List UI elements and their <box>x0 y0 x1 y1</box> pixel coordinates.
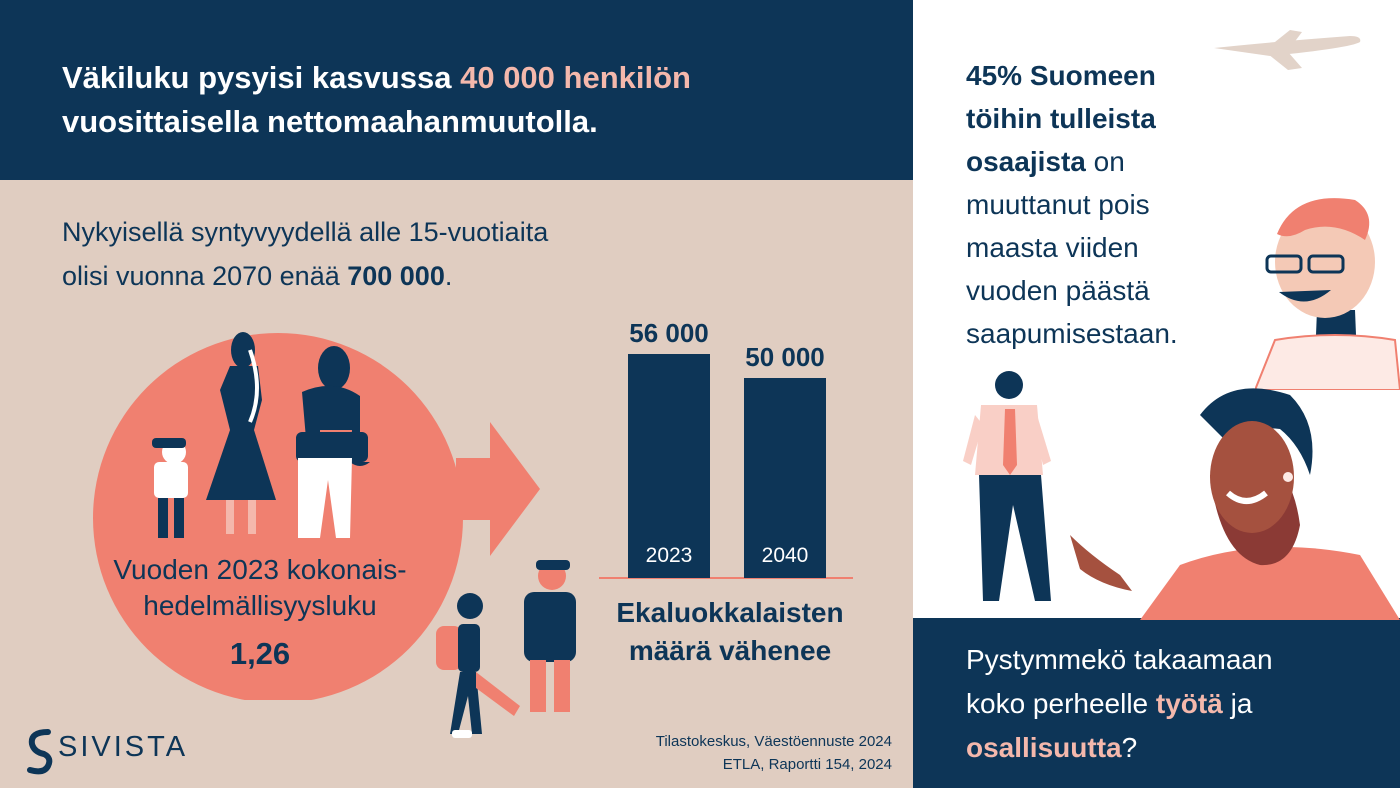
man-glasses-illustration <box>1255 190 1400 390</box>
birth-rate-line1: Nykyisellä syntyvyydellä alle 15-vuotiaita <box>62 217 549 247</box>
headline-highlight: 40 000 henkilön <box>460 60 691 95</box>
fertility-label <box>75 552 445 624</box>
logo-text: SIVISTA <box>58 731 189 763</box>
fertility-label-line1: Vuoden 2023 kokonais- <box>113 554 407 585</box>
emigration-bold3: osaajista <box>966 146 1086 177</box>
sivista-logo-icon <box>26 726 54 776</box>
chart-category-label: 2040 <box>761 544 809 567</box>
question-line3-bold: osallisuutta <box>966 732 1122 763</box>
chart-data-label: 56 000 <box>629 318 709 348</box>
source-line2: ETLA, Raportti 154, 2024 <box>722 756 892 773</box>
bar-chart <box>595 310 865 590</box>
emigration-line6: vuoden päästä <box>966 275 1150 306</box>
emigration-bold1: 45% Suomeen <box>966 60 1156 91</box>
chart-data-label: 50 000 <box>745 342 825 372</box>
woman-illustration <box>1060 385 1400 620</box>
chart-title <box>585 594 875 670</box>
emigration-line7: saapumisestaan. <box>966 318 1178 349</box>
question-line2-suffix: ja <box>1222 688 1253 719</box>
headline-part2: vuosittaisella nettomaahanmuutolla. <box>62 104 598 139</box>
birth-rate-suffix: . <box>444 261 453 291</box>
birth-rate-value: 700 000 <box>347 261 445 291</box>
headline <box>62 56 882 144</box>
sources <box>560 730 892 776</box>
chart-title-line2: määrä vähenee <box>628 635 832 666</box>
question-line2-prefix: koko perheelle <box>966 688 1156 719</box>
emigration-bold2: töihin tulleista <box>966 103 1156 134</box>
emigration-line5: maasta viiden <box>966 232 1139 263</box>
emigration-text <box>966 54 1266 355</box>
source-line1: Tilastokeskus, Väestöennuste 2024 <box>655 733 892 750</box>
emigration-line4: muuttanut pois <box>966 189 1150 220</box>
question-line1: Pystymmekö takaamaan <box>966 644 1273 675</box>
question-line3-suffix: ? <box>1121 732 1138 763</box>
fertility-value: 1,26 <box>229 636 291 671</box>
question-text <box>966 638 1386 770</box>
children-illustration <box>430 556 580 746</box>
chart-category-label: 2023 <box>645 544 693 567</box>
headline-part1: Väkiluku pysyisi kasvussa <box>62 60 461 95</box>
airplane-icon <box>1210 26 1370 76</box>
chart-title-line1: Ekaluokkalaisten <box>616 597 844 628</box>
emigration-rest1: on <box>1085 146 1125 177</box>
birth-rate-line2-prefix: olisi vuonna 2070 enää <box>62 261 348 291</box>
businessman-illustration <box>955 365 1075 610</box>
birth-rate-text <box>62 210 762 298</box>
question-line2-bold: työtä <box>1155 688 1223 719</box>
fertility-label-line2: hedelmällisyysluku <box>143 590 377 621</box>
